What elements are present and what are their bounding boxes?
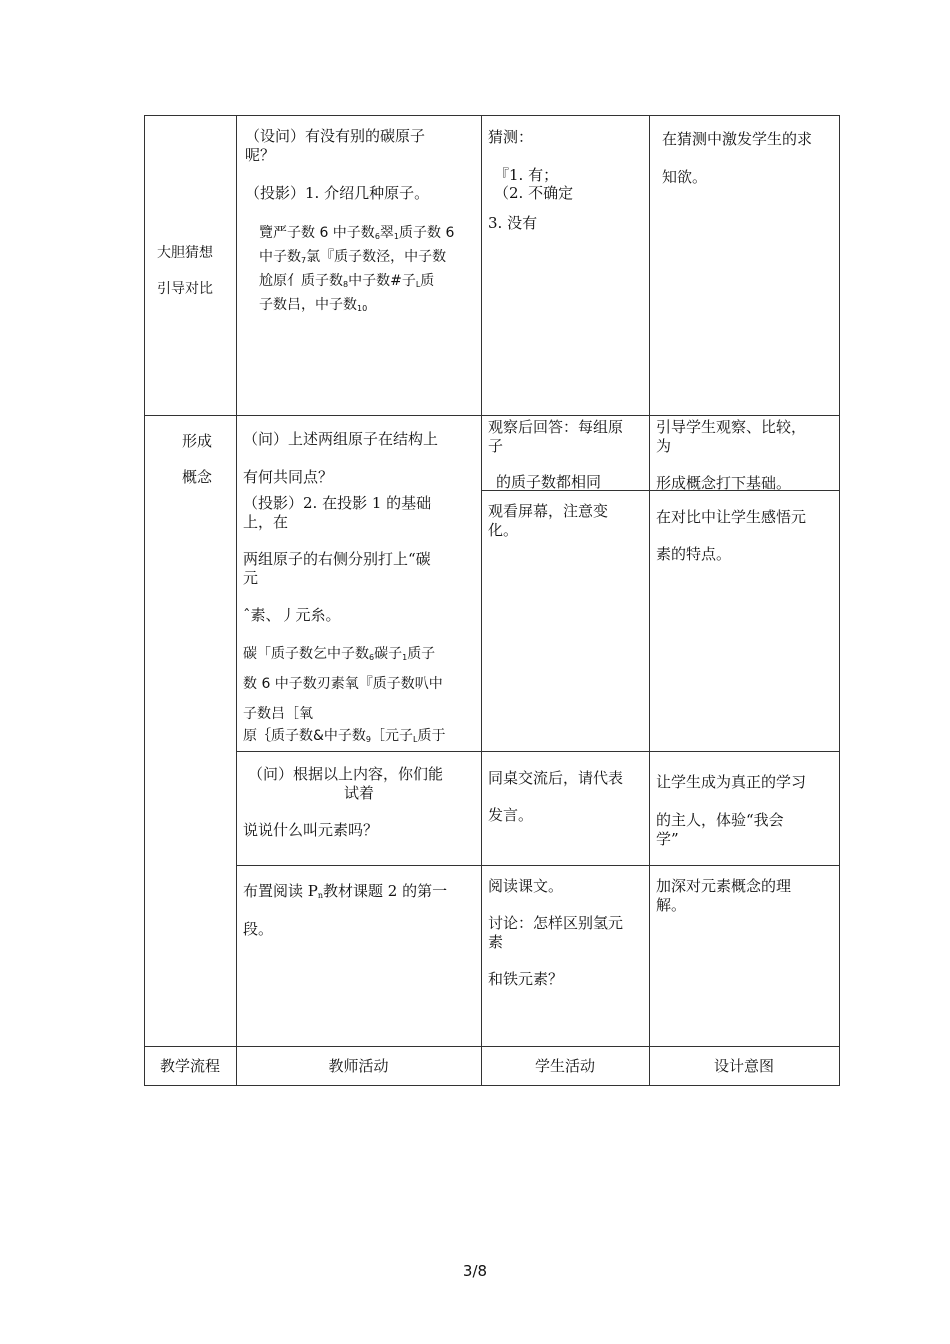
intent-text: 学” [656, 830, 679, 848]
intent-text: 引导学生观察、比较， [656, 418, 807, 436]
student-text: 3. 没有 [488, 214, 538, 232]
stage-label: 引导对比 [157, 281, 213, 297]
element-description: 原｛质子数&中子数$_9$［元子$_L$质于 [243, 728, 446, 744]
teacher-text: 试着 [344, 784, 375, 802]
intent-text: 素的特点。 [656, 545, 732, 563]
intent-text: 形成概念打下基础。 [656, 474, 792, 492]
student-text: 发言。 [488, 806, 534, 824]
table-border-top [144, 115, 840, 116]
atom-description: 覽严子数 6 中子数$_6$翠$_1$质子数 6 [259, 225, 455, 241]
table-border-left [144, 115, 145, 1086]
element-description: 碳「质子数乞中子数$_6$碳子$_1$质子 [243, 646, 436, 662]
teacher-text: 有何共同点？ [243, 468, 334, 486]
row-divider [144, 1046, 840, 1047]
student-text: 素 [488, 933, 504, 951]
student-text: 和铁元素？ [488, 970, 564, 988]
student-text: 观看屏幕，注意变 [488, 502, 609, 520]
intent-text: 为 [656, 437, 672, 455]
element-description: 数 6 中子数刃素氧『质子数叭中 [243, 676, 443, 692]
teacher-text: 两组原子的右侧分别打上“碳 [243, 550, 431, 568]
student-text: 讨论：怎样区别氢元 [488, 914, 624, 932]
column-divider [649, 115, 650, 1086]
atom-description: 尬原亻质子数$_8$中子数#子$_L$质 [259, 273, 435, 289]
teacher-text: （投影）2. 在投影 1 的基础 [243, 494, 432, 512]
student-text: 化。 [488, 521, 519, 539]
column-divider [236, 115, 237, 1086]
intent-text: 知欲。 [662, 168, 708, 186]
teacher-text: 呢？ [245, 146, 276, 164]
column-divider [481, 115, 482, 1086]
intent-text: 解。 [656, 896, 687, 914]
student-text: 子 [488, 437, 504, 455]
row-divider [236, 751, 840, 752]
column-header: 学生活动 [534, 1057, 595, 1075]
teacher-text: 说说什么叫元素吗？ [243, 821, 379, 839]
teacher-text: 段。 [243, 920, 274, 938]
student-text: 的质子数都相同 [496, 473, 602, 491]
teacher-text: 布置阅读 $P_n$教材课题 2 的第一 [243, 882, 448, 900]
student-text: 观察后回答：每组原 [488, 418, 624, 436]
column-header: 设计意图 [713, 1057, 774, 1075]
intent-text: 加深对元素概念的理 [656, 877, 792, 895]
stage-label: 概念 [182, 468, 213, 486]
table-border-bottom [144, 1085, 840, 1086]
column-header: 教学流程 [159, 1057, 220, 1075]
column-header: 教师活动 [328, 1057, 389, 1075]
stage-label: 形成 [182, 432, 213, 450]
element-description: 子数吕［氧 [243, 706, 313, 722]
stage-label: 大胆猜想 [157, 245, 213, 261]
teacher-text: 上，在 [243, 513, 289, 531]
table-border-right [839, 115, 840, 1086]
lesson-plan-table [144, 115, 840, 1086]
atom-description: 中子数$_7$氯『质子数泾，中子数 [259, 249, 447, 265]
teacher-text: （问）根据以上内容，你们能 [248, 765, 444, 783]
teacher-text: （投影）1. 介绍几种原子。 [245, 184, 430, 202]
student-text: （2. 不确定 [494, 184, 574, 202]
row-divider [236, 865, 840, 866]
teacher-text: （设问）有没有别的碳原子 [245, 127, 426, 145]
student-text: 阅读课文。 [488, 877, 564, 895]
student-text: 『1. 有； [494, 166, 559, 184]
atom-description: 子数吕，中子数$_{10}$ [259, 297, 368, 313]
teacher-text: （问）上述两组原子在结构上 [243, 430, 439, 448]
page-number: 3/8 [462, 1262, 488, 1280]
row-divider [144, 415, 840, 416]
intent-text: 的主人，体验“我会 [656, 811, 784, 829]
intent-text: 让学生成为真正的学习 [656, 773, 807, 791]
teacher-text: ˆ素、丿元糸。 [243, 606, 341, 624]
intent-text: 在猜测中激发学生的求 [662, 130, 813, 148]
student-text: 同桌交流后，请代表 [488, 769, 624, 787]
student-text: 猜测： [488, 128, 534, 146]
teacher-text: 元 [243, 569, 259, 587]
intent-text: 在对比中让学生感悟元 [656, 508, 807, 526]
